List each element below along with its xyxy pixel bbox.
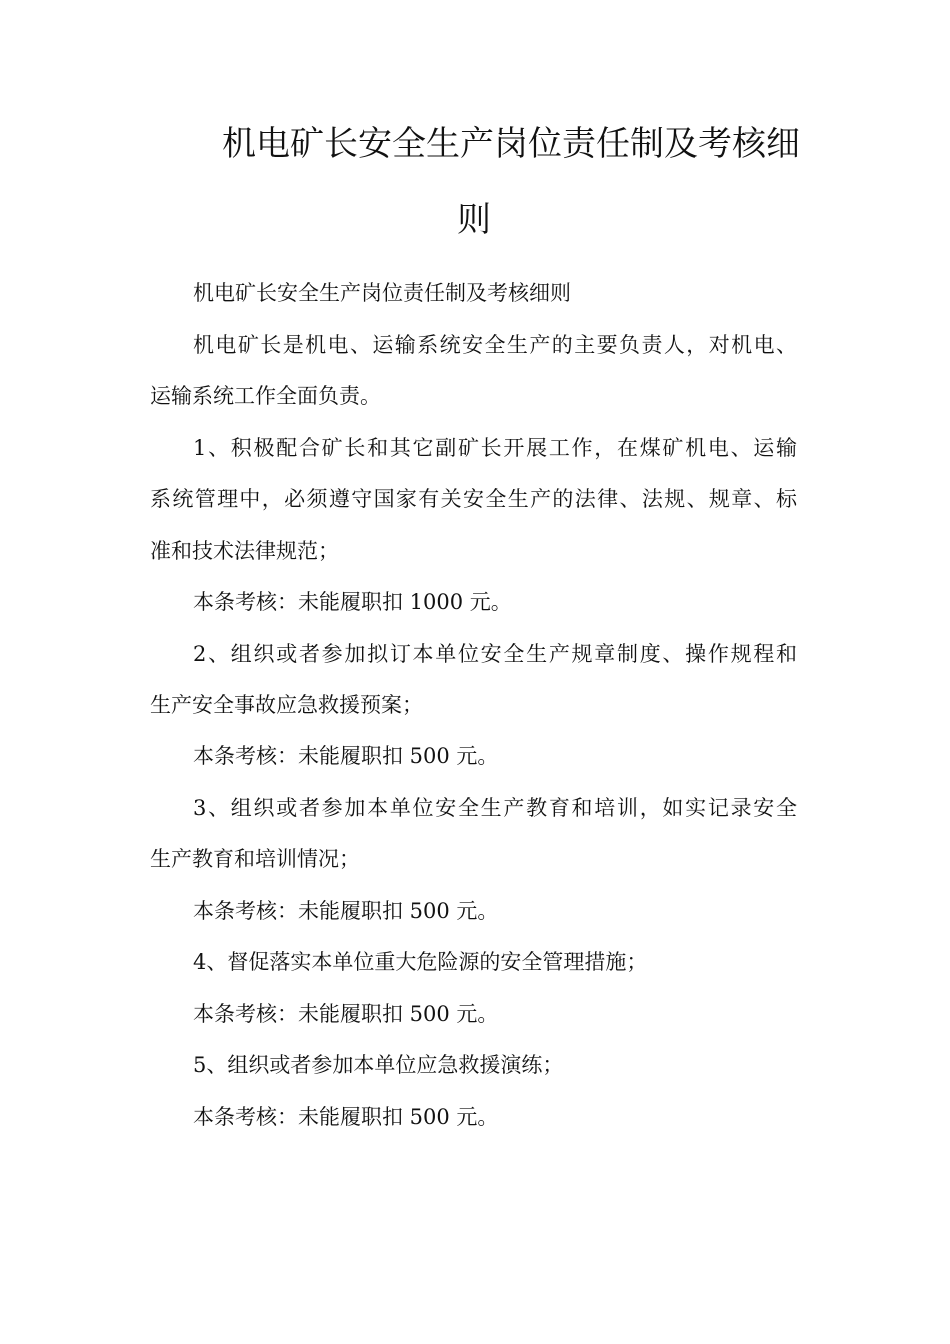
document-title-line-1: 机电矿长安全生产岗位责任制及考核细 xyxy=(222,124,800,164)
item-2-line-1: 2、组织或者参加拟订本单位安全生产规章制度、操作规程和 xyxy=(193,642,797,666)
item-1-line-1: 1、积极配合矿长和其它副矿长开展工作，在煤矿机电、运输 xyxy=(193,436,797,460)
item-4-line-1: 4、督促落实本单位重大危险源的安全管理措施； xyxy=(193,950,648,974)
item-1-assessment: 本条考核：未能履职扣 1000 元。 xyxy=(193,590,512,614)
document-subtitle: 机电矿长安全生产岗位责任制及考核细则 xyxy=(193,281,571,305)
item-2-assessment: 本条考核：未能履职扣 500 元。 xyxy=(193,744,499,768)
item-3-line-1: 3、组织或者参加本单位安全生产教育和培训，如实记录安全 xyxy=(193,796,797,820)
item-5-line-1: 5、组织或者参加本单位应急救援演练； xyxy=(193,1053,564,1077)
item-3-assessment: 本条考核：未能履职扣 500 元。 xyxy=(193,899,499,923)
item-1-line-2: 系统管理中，必须遵守国家有关安全生产的法律、法规、规章、标 xyxy=(150,487,797,511)
document-title-line-2: 则 xyxy=(457,200,491,240)
item-5-assessment: 本条考核：未能履职扣 500 元。 xyxy=(193,1105,499,1129)
item-3-line-2: 生产教育和培训情况； xyxy=(150,847,360,871)
item-1-line-3: 准和技术法律规范； xyxy=(150,539,339,563)
item-4-assessment: 本条考核：未能履职扣 500 元。 xyxy=(193,1002,499,1026)
item-2-line-2: 生产安全事故应急救援预案； xyxy=(150,693,423,717)
intro-paragraph-line-1: 机电矿长是机电、运输系统安全生产的主要负责人，对机电、 xyxy=(193,333,797,357)
intro-paragraph-line-2: 运输系统工作全面负责。 xyxy=(150,384,381,408)
